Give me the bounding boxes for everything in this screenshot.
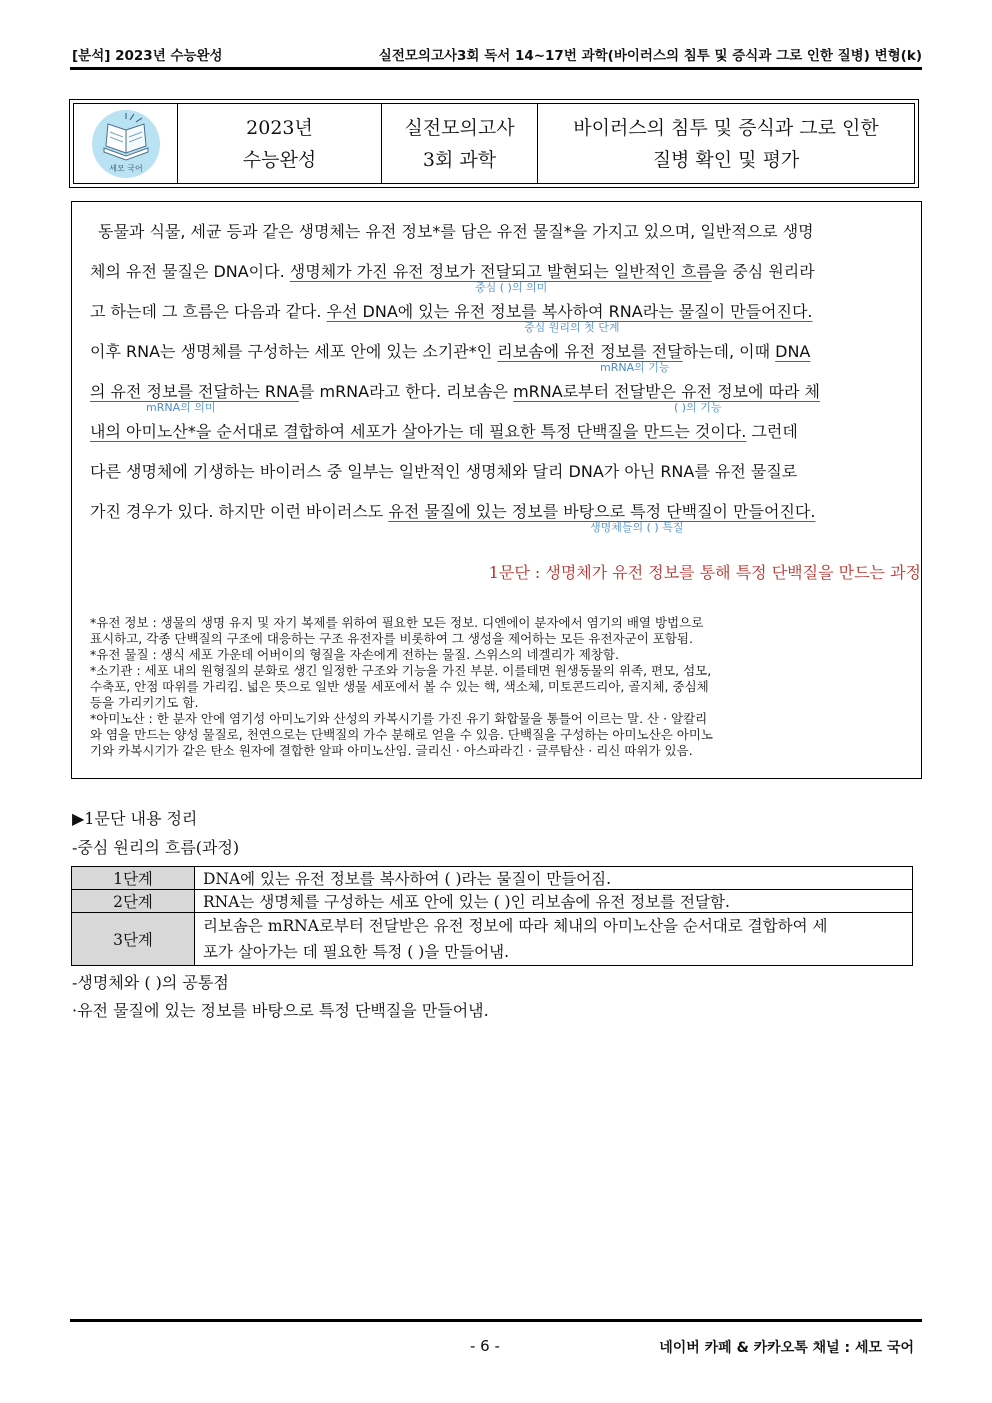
passage-line: 가진 경우가 있다. 하지만 이런 바이러스도 유전 물질에 있는 정보를 바탕으로 특정 단백질이 만들어진다. bbox=[90, 502, 816, 521]
step-label: 3단계 bbox=[72, 913, 195, 966]
header-left: [분석] 2023년 수능완성 bbox=[72, 48, 223, 64]
passage-box bbox=[71, 201, 922, 779]
annotation: 중심 원리의 첫 단계 bbox=[524, 321, 620, 334]
section-subheading: -생명체와 ( )의 공통점 bbox=[72, 973, 229, 992]
logo-caption: 세모 국어 bbox=[108, 163, 143, 173]
title-box bbox=[69, 99, 919, 188]
footnote-line: 와 염을 만드는 양성 물질로, 천연으로는 단백질의 가수 분해로 얻을 수 있음. 단백질을 구성하는 아미노산은 아미노 bbox=[90, 727, 713, 742]
header-divider bbox=[70, 67, 922, 70]
steps-table bbox=[71, 866, 913, 966]
annotation: mRNA의 기능 bbox=[600, 361, 670, 374]
footnote-line: *소기관 : 세포 내의 원형질의 분화로 생긴 일정한 구조와 기능을 가진 부분. 이를테면 원생동물의 위족, 편모, 섬모, bbox=[90, 663, 712, 678]
step-text: 리보솜은 mRNA로부터 전달받은 유전 정보에 따라 체내의 아미노산을 순서대로 결합하여 세 포가 살아가는 데 필요한 특정 ( )을 만들어냄. bbox=[195, 913, 913, 966]
passage-line: 고 하는데 그 흐름은 다음과 같다. 우선 DNA에 있는 유전 정보를 복사하여 RNA라는 물질이 만들어진다. bbox=[90, 302, 813, 321]
footnote-line: 표시하고, 각종 단백질의 구조에 대응하는 구조 유전자를 비롯하여 그 생성을 제어하는 모든 유전자군이 포함됨. bbox=[90, 631, 693, 646]
footnote-line: 등을 가리키기도 함. bbox=[90, 695, 199, 710]
passage-line: 체의 유전 물질은 DNA이다. 생명체가 가진 유전 정보가 전달되고 발현되는 일반적인 흐름을 중심 원리라 bbox=[90, 262, 815, 281]
footnote-line: *유전 물질 : 생식 세포 가운데 어버이의 형질을 자손에게 전하는 물질. 스위스의 네겔리가 제창함. bbox=[90, 647, 619, 662]
header-right: 실전모의고사3회 독서 14~17번 과학(바이러스의 침투 및 증식과 그로 인한 질병) 변형(k) bbox=[378, 48, 922, 64]
passage-line: 내의 아미노산*을 순서대로 결합하여 세포가 살아가는 데 필요한 특정 단백질을 만드는 것이다. 그런데 bbox=[90, 422, 798, 441]
step-text: DNA에 있는 유전 정보를 복사하여 ( )라는 물질이 만들어짐. bbox=[195, 867, 913, 890]
title-year: 2023년 수능완성 bbox=[178, 104, 382, 183]
section-subheading: -중심 원리의 흐름(과정) bbox=[72, 838, 240, 857]
section-heading: ▶1문단 내용 정리 bbox=[72, 809, 198, 828]
book-logo-icon bbox=[90, 108, 162, 180]
annotation: 생명체들의 ( ) 특질 bbox=[590, 521, 684, 534]
table-row bbox=[72, 913, 913, 966]
page-header bbox=[72, 44, 922, 64]
footnote-line: *아미노산 : 한 분자 안에 염기성 아미노기와 산성의 카복시기를 가진 유기 화합물을 통틀어 이르는 말. 산 · 알칼리 bbox=[90, 711, 708, 726]
footnote-line: 기와 카복시기가 같은 탄소 원자에 결합한 알파 아미노산임. 글리신 · 아스파라긴 · 글루탐산 · 리신 따위가 있음. bbox=[90, 743, 693, 758]
logo bbox=[74, 104, 178, 183]
step-text: RNA는 생명체를 구성하는 세포 안에 있는 ( )인 리보솜에 유전 정보를 전달함. bbox=[195, 890, 913, 913]
passage-line: 다른 생명체에 기생하는 바이러스 중 일부는 일반적인 생명체와 달리 DNA가 아닌 RNA를 유전 물질로 bbox=[90, 462, 798, 481]
annotation: ( )의 기능 bbox=[674, 401, 722, 414]
step-label: 2단계 bbox=[72, 890, 195, 913]
annotation: mRNA의 의미 bbox=[146, 401, 216, 414]
footer-divider bbox=[70, 1319, 922, 1322]
footnote-line: *유전 정보 : 생물의 생명 유지 및 자기 복제를 위하여 필요한 모든 정보. 디엔에이 분자에서 염기의 배열 방법으로 bbox=[90, 615, 704, 630]
section-bullet: ·유전 물질에 있는 정보를 바탕으로 특정 단백질을 만들어냄. bbox=[72, 1001, 489, 1020]
table-row bbox=[72, 867, 913, 890]
passage-line: 의 유전 정보를 전달하는 RNA를 mRNA라고 한다. 리보솜은 mRNA로부터 전달받은 유전 정보에 따라 체 bbox=[90, 382, 820, 401]
footnote-line: 수축포, 안점 따위를 가리킴. 넓은 뜻으로 일반 생물 세포에서 볼 수 있는 핵, 색소체, 미토콘드리아, 골지체, 중심체 bbox=[90, 679, 709, 694]
title-exam: 실전모의고사 3회 과학 bbox=[382, 104, 538, 183]
passage-line: 이후 RNA는 생명체를 구성하는 세포 안에 있는 소기관*인 리보솜에 유전 정보를 전달하는데, 이때 DNA bbox=[90, 342, 811, 361]
step-label: 1단계 bbox=[72, 867, 195, 890]
annotation: 중심 ( )의 의미 bbox=[475, 281, 548, 294]
footer-credit: 네이버 카페 & 카카오톡 채널 : 세모 국어 bbox=[659, 1340, 914, 1356]
page-number: - 6 - bbox=[470, 1337, 500, 1355]
passage-line: 동물과 식물, 세균 등과 같은 생명체는 유전 정보*를 담은 유전 물질*을 가지고 있으며, 일반적으로 생명 bbox=[98, 222, 814, 241]
table-row bbox=[72, 890, 913, 913]
title-topic: 바이러스의 침투 및 증식과 그로 인한 질병 확인 및 평가 bbox=[573, 116, 879, 171]
paragraph-summary: 1문단 : 생명체가 유전 정보를 통해 특정 단백질을 만드는 과정 bbox=[488, 563, 921, 582]
